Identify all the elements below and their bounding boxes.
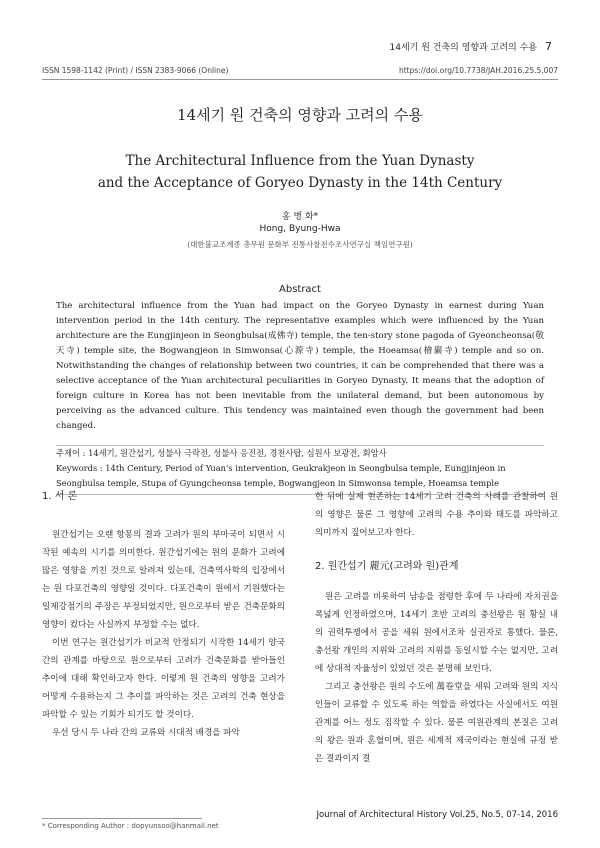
abstract-heading: Abstract: [279, 284, 321, 295]
section-heading: 2. 원간섭기 麗元(고려와 원)관계: [315, 561, 459, 572]
section-heading: 1. 서 론: [42, 491, 78, 502]
paragraph: 한 뒤에 실제 현존하는 14세기 고려 건축의 사례를 관찰하여 원의 영향은 물론 그 영향에 고려의 수용 추이와 태도를 파악하고 의미까지 짚어보고자 한다.: [315, 492, 558, 538]
title-english-line: The Architectural Influence from the Yuan Dynasty: [125, 153, 475, 169]
paragraph: 이번 연구는 원간섭기가 비교적 안정되기 시작한 14세기 양국 간의 관계를 바탕으로 원으로부터 고려가 건축문화를 받아들인 추이에 대해 확인하고자 한다. 이렇게 원 건축의 영향을 고려가 어떻게 수용하는지 그 추이를 파악하는 것은 고려의 건축 현상을 파악할 수 있는 기회가 되기도 할 것이다.: [42, 638, 285, 720]
paragraph: 그리고 충선왕은 원의 수도에 萬卷堂을 세워 고려와 원의 지식인들이 교류할 수 있도록 하는 역할을 하였다는 사실에서도 여원관계를 어느 정도 짐작할 수 있다. 물론 여원관계의 본질은 고려의 왕은 원과 혼혈이며, 원은 세계적 제국이라는 현실에 규정 받은 결과이지 결: [315, 682, 558, 764]
keywords-english: Keywords : 14th Century, Period of Yuan's intervention, Geukrakjeon in Seongbulsa temple, Eungjinjeon in Seongbulsa temple, Stupa of Gyungcheonsa temple, Bogwangjeon in Simwonsa temple, Hoeamsa temple: [56, 463, 506, 488]
footnote-rule: [42, 818, 202, 819]
title-korean: 14세기 원 건축의 영향과 고려의 수용: [177, 106, 423, 124]
footnote: * Corresponding Author : dopyunsoo@hanmail.net: [42, 822, 219, 830]
paragraph: 우선 당시 두 나라 간의 교류와 시대적 배경을 파악: [52, 728, 240, 738]
journal-citation: Journal of Architectural History Vol.25, No.5, 07-14, 2016: [316, 810, 558, 820]
author-english: Hong, Byung-Hwa: [259, 224, 341, 234]
affiliation: (대한불교조계종 총무원 문화부 전통사찰전수조사연구실 책임연구원): [187, 240, 413, 249]
title-english: [0, 150, 600, 194]
keywords-korean: 주제어 : 14세기, 원간섭기, 성불사 극락전, 성불사 응진전, 경천사탑, 심원사 보광전, 회암사: [56, 448, 387, 458]
abstract-body: The architectural influence from the Yuan had impact on the Goryeo Dynasty in earnest during Yuan intervention period in the 14th century. The representative examples which were influenced by the Yuan architecture are the Eungjinjeon in Seongbulsa(成佛寺) temple, the ten-story stone pagoda of Gyeoncheonsa(敬天寺) temple site, the Bogwangjeon in Simwonsa(心源寺) temple, the Hoeamsa(檜巖寺) temple and so on. Notwithstanding the changes of relationship between two countries, it can be comprehended that there was a selective acceptance of the Yuan architectural peculiarities in Goryeo Dynasty. It means that the adoption of foreign culture in Korea has not been inevitable from the unilateral demand, but been autonomous by perceiving as the advanced culture. This tendency was maintained even though the government had been changed.: [56, 301, 544, 431]
running-title: 14세기 원 건축의 영향과 고려의 수용: [389, 43, 537, 53]
author-korean: 홍 병 화*: [281, 212, 319, 222]
paragraph: 원은 고려를 비롯하여 남송을 점령한 후에 두 나라에 자치권을 폭넓게 인정하였으며, 14세기 초반 고려의 충선왕은 원 황실 내의 권력투쟁에서 공을 세워 원에서조차 실권자로 통했다. 물론, 충선왕 개인의 지위와 고려의 지위를 동일시할 수는 없지만, 고려에 상대적 자율성이 있었던 것은 분명해 보인다.: [315, 592, 558, 674]
running-header: [390, 40, 552, 53]
title-english-line: and the Acceptance of Goryeo Dynasty in the 14th Century: [97, 175, 503, 191]
doi: https://doi.org/10.7738/JAH.2016.25.5.007: [398, 66, 558, 75]
issn: ISSN 1598-1142 (Print) / ISSN 2383-9066 (Online): [42, 66, 229, 75]
header-rule: [42, 79, 558, 80]
right-column: [315, 488, 558, 768]
left-column: [42, 488, 285, 742]
paragraph: 원간섭기는 오랜 항몽의 결과 고려가 원의 부마국이 되면서 시작된 예속의 시기를 의미한다. 원간섭기에는 원의 문화가 고려에 많은 영향을 끼친 것으로 알려져 있는데, 건축역사학의 입장에서는 원 다포건축의 영향일 것이다. 다포건축이 원에서 기원했다는 일제강점기의 주장은 부정되었지만, 원으로부터 받은 건축문화의 영향이 컸다는 사실까지 부정할 수는 없다.: [42, 530, 285, 630]
page-number: 7: [545, 40, 552, 53]
